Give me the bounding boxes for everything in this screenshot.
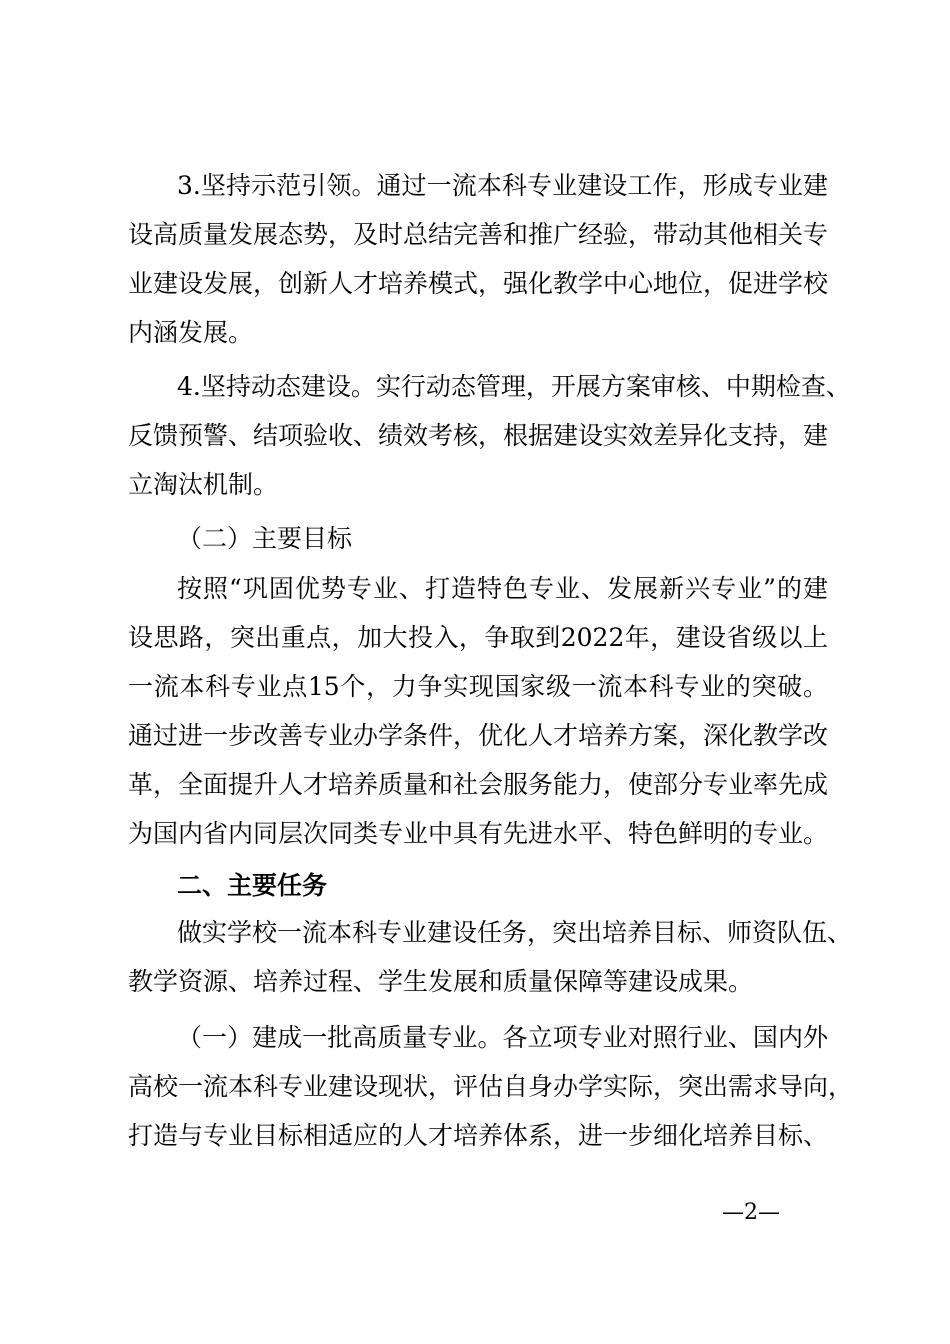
section-subheading: （二）主要目标 xyxy=(177,524,353,553)
paragraph-line: 设思路，突出重点，加大投入，争取到2022年，建设省级以上 xyxy=(128,623,828,652)
paragraph-line: 业建设发展，创新人才培养模式，强化教学中心地位，促进学校 xyxy=(128,269,829,298)
paragraph-line: 教学资源、培养过程、学生发展和质量保障等建设成果。 xyxy=(128,967,754,996)
paragraph-line: 高校一流本科专业建设现状，评估自身办学实际，突出需求导向， xyxy=(128,1072,854,1101)
paragraph-line: 为国内省内同层次同类专业中具有先进水平、特色鲜明的专业。 xyxy=(128,819,829,848)
paragraph-line: 按照“巩固优势专业、打造特色专业、发展新兴专业”的建 xyxy=(177,574,828,603)
paragraph-line: 革，全面提升人才培养质量和社会服务能力，使部分专业率先成 xyxy=(128,770,829,799)
paragraph-line: （一）建成一批高质量专业。各立项专业对照行业、国内外 xyxy=(177,1023,828,1052)
paragraph-line: 3.坚持示范引领。通过一流本科专业建设工作，形成专业建 xyxy=(177,171,828,200)
paragraph-line: 内涵发展。 xyxy=(128,318,254,347)
paragraph-line: 反馈预警、结项验收、绩效考核，根据建设实效差异化支持，建 xyxy=(128,421,829,450)
page-number: —2— xyxy=(722,1200,780,1225)
paragraph-line: 打造与专业目标相适应的人才培养体系，进一步细化培养目标、 xyxy=(128,1121,829,1150)
paragraph-line: 通过进一步改善专业办学条件，优化人才培养方案，深化教学改 xyxy=(128,721,829,750)
paragraph-line: 立淘汰机制。 xyxy=(128,470,279,499)
paragraph-line: 做实学校一流本科专业建设任务，突出培养目标、师资队伍、 xyxy=(177,918,853,947)
paragraph-line: 设高质量发展态势，及时总结完善和推广经验，带动其他相关专 xyxy=(128,220,829,249)
section-heading: 二、主要任务 xyxy=(177,871,328,900)
paragraph-line: 一流本科专业点15个，力争实现国家级一流本科专业的突破。 xyxy=(128,672,828,701)
paragraph-line: 4.坚持动态建设。实行动态管理，开展方案审核、中期检查、 xyxy=(177,372,851,401)
